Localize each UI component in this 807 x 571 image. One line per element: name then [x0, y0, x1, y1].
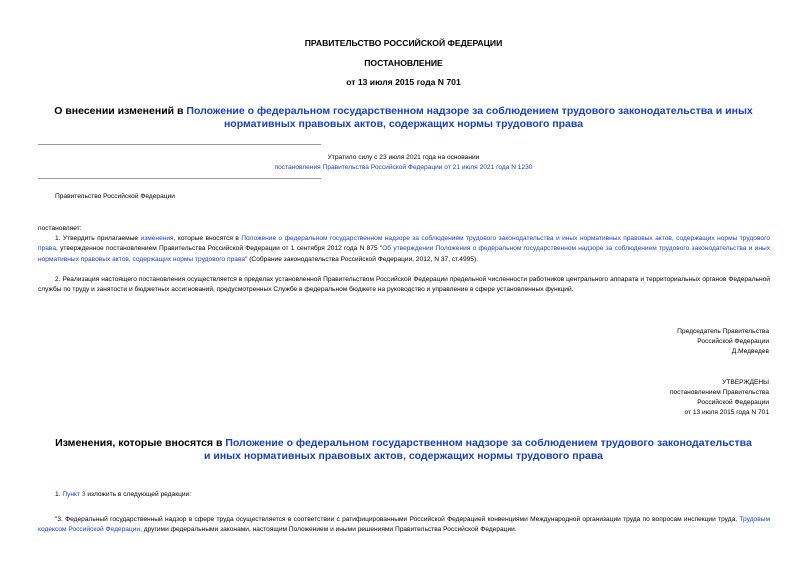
change-item-1 [55, 490, 191, 500]
approved-country: Российской Федерации [697, 399, 769, 406]
approved-by: постановлением Правительства [669, 389, 769, 396]
p1-text-3: , утвержденное постановлением Правительства Российской Федерации от 1 сентября 2012 года N 875 " [56, 245, 383, 253]
government-heading: ПРАВИТЕЛЬСТВО РОССИЙСКОЙ ФЕДЕРАЦИИ [304, 38, 503, 48]
paragraph-1 [38, 234, 770, 265]
repeal-resolution-link[interactable]: постановления Правительства Российской Федерации от 21 июля 2021 года N 1230 [274, 164, 533, 171]
changes-title-regulation-link[interactable]: Положение о федеральном государственном надзоре за соблюдением трудового законодательства и иных нормативных правовых актов, содержащих нормы трудового права [204, 437, 752, 462]
resolves-text: постановляет: [38, 225, 82, 232]
approval-resolution-link[interactable]: Об утверждении Положения о федеральном государственном надзоре за соблюдением трудового законодательства и иных нормативных правовых актов, содержащих нормы трудового права [38, 245, 770, 263]
title-prefix: О внесении изменений в [54, 105, 187, 117]
document-type-heading: ПОСТАНОВЛЕНИЕ [364, 58, 443, 68]
date-number-heading: от 13 июля 2015 года N 701 [346, 77, 461, 87]
signature-position: Председатель Правительства [677, 328, 769, 335]
divider-bottom [38, 178, 321, 179]
changes-link[interactable]: изменения [140, 235, 174, 242]
clause-3-link[interactable]: Пункт 3 [62, 491, 86, 498]
p1-text-1: 1. Утвердить прилагаемые [55, 235, 141, 242]
p1-text-4: " (Собрание законодательства Российской Федерации, 2012, N 37, ст.4995). [245, 255, 478, 263]
changes-title [55, 437, 752, 463]
change-1-number: 1. [55, 491, 63, 498]
status-line: Утратило силу с 23 июля 2021 года на основании [327, 154, 480, 161]
signature-country: Российской Федерации [697, 338, 769, 345]
changes-title-prefix: Изменения, которые вносятся в [55, 437, 226, 449]
p1-text-2: , которые вносятся в [173, 235, 242, 242]
paragraph-2: 2. Реализация настоящего постановления осуществляется в пределах установленной Правительством Российской Федерации предельной численности работников центрального аппарата и территориальных органов Федеральной службы по труду и занятости и бюджетных ассигнований, предусмотренных Службе в федеральном бюджете на руководство и управление в сфере установленных функций. [38, 276, 770, 294]
approved-label: УТВЕРЖДЕНЫ [722, 379, 769, 386]
labor-code-link[interactable]: Трудовым кодексом Российской Федерации [38, 516, 770, 534]
quote-text-1: "3. Федеральный государственный надзор в сфере труда осуществляется в соответствии с ратифицированными Российской Федерацией конвенциями Международной организации труда по вопросам инспекции труда, [55, 516, 740, 523]
intro-text: Правительство Российской Федерации [55, 193, 175, 200]
title-regulation-link[interactable]: Положение о федеральном государственном надзоре за соблюдением трудового законодательства и иных нормативных правовых актов, содержащих нормы трудового права [186, 105, 753, 130]
document-title [30, 105, 777, 131]
divider-top [38, 144, 321, 145]
change-1-text: изложить в следующей редакции: [85, 491, 192, 498]
quote-text-2: , другими федеральными законами, настоящим Положением и иными решениями Правительства Российской Федерации. [140, 526, 517, 534]
regulation-link[interactable]: Положение о федеральном государственном надзоре за соблюдением трудового законодательства и иных нормативных правовых актов, содержащих нормы трудового права [38, 235, 770, 253]
quoted-clause [38, 515, 770, 536]
signature-name: Д.Медведев [731, 348, 769, 355]
approved-date: от 13 июля 2015 года N 701 [684, 409, 769, 416]
